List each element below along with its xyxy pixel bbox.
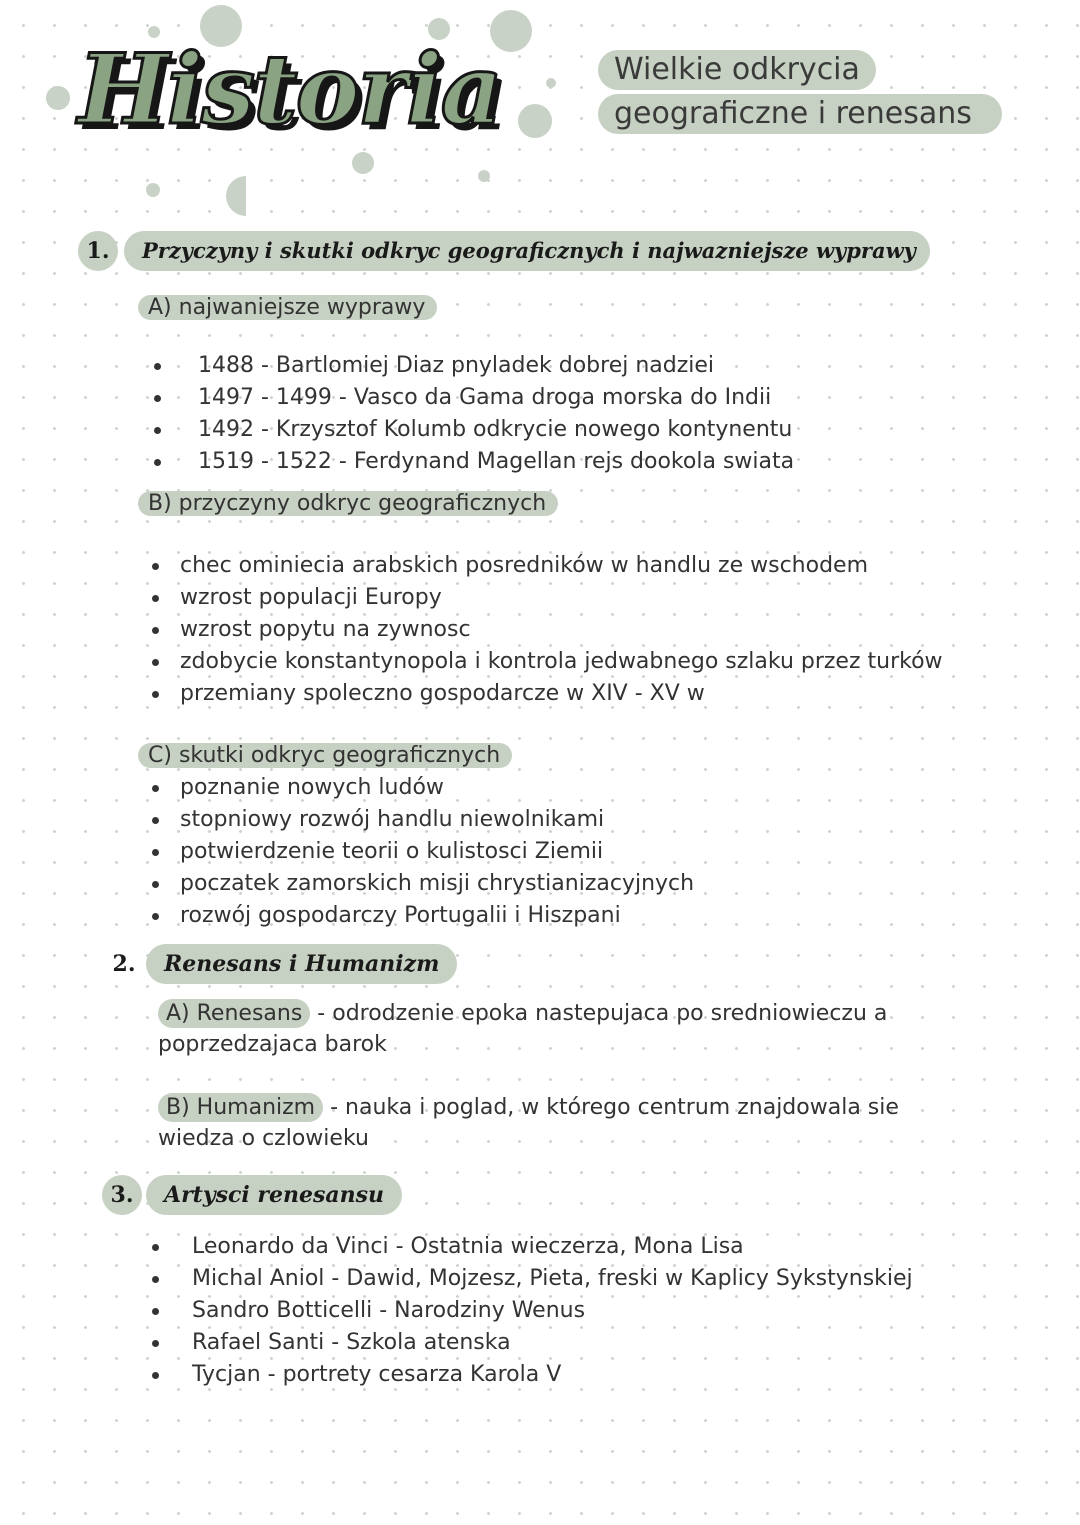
bullet-icon bbox=[152, 849, 159, 856]
section-1c-list bbox=[150, 772, 694, 932]
list-item: Sandro Botticelli - Narodziny Wenus bbox=[150, 1295, 913, 1327]
section-2b-text: B) Humanizm - nauka i poglad, w którego centrum znajdowala sie wiedza o czlowieku bbox=[158, 1095, 899, 1151]
list-item: przemiany spoleczno gospodarcze w XIV - XV w bbox=[150, 678, 943, 710]
list-item: wzrost popytu na zywnosc bbox=[150, 614, 943, 646]
section-2a-label: A) Renesans bbox=[158, 999, 310, 1028]
section-1a-heading bbox=[138, 292, 437, 324]
list-item: wzrost populacji Europy bbox=[150, 582, 943, 614]
bullet-icon bbox=[154, 363, 161, 370]
section-2-title: Renesans i Humanizm bbox=[146, 944, 457, 984]
decor-dot bbox=[46, 86, 70, 110]
list-item: Tycjan - portrety cesarza Karola V bbox=[150, 1359, 913, 1391]
section-1b-heading bbox=[138, 488, 558, 520]
page-title-block bbox=[78, 30, 558, 170]
list-item: potwierdzenie teorii o kulistosci Ziemii bbox=[150, 836, 694, 868]
list-item: Michal Aniol - Dawid, Mojzesz, Pieta, freski w Kaplicy Sykstynskiej bbox=[150, 1263, 913, 1295]
page-title: Historia bbox=[78, 33, 501, 146]
section-1a-label: A) najwaniejsze wyprawy bbox=[138, 295, 437, 320]
bullet-icon bbox=[152, 1276, 159, 1283]
decor-dot bbox=[226, 176, 266, 216]
list-item: poznanie nowych ludów bbox=[150, 772, 694, 804]
section-1c-heading bbox=[138, 740, 512, 772]
list-item: chec ominiecia arabskich posredników w handlu ze wschodem bbox=[150, 550, 943, 582]
subtitle-line-1: Wielkie odkrycia bbox=[598, 50, 876, 90]
bullet-icon bbox=[154, 427, 161, 434]
section-1-number: 1. bbox=[78, 231, 118, 271]
list-item: poczatek zamorskich misji chrystianizacyjnych bbox=[150, 868, 694, 900]
bullet-icon bbox=[152, 563, 159, 570]
list-item: rozwój gospodarczy Portugalii i Hiszpani bbox=[150, 900, 694, 932]
bullet-icon bbox=[152, 1308, 159, 1315]
bullet-icon bbox=[152, 1340, 159, 1347]
section-2-number: 2. bbox=[112, 951, 136, 977]
section-1b-label: B) przyczyny odkryc geograficznych bbox=[138, 491, 558, 516]
list-item: 1488 - Bartlomiej Diaz pnyladek dobrej nadziei bbox=[150, 350, 794, 382]
list-item: Rafael Santi - Szkola atenska bbox=[150, 1327, 913, 1359]
section-1b-list bbox=[150, 550, 943, 710]
list-item: zdobycie konstantynopola i kontrola jedwabnego szlaku przez turków bbox=[150, 646, 943, 678]
bullet-icon bbox=[152, 1244, 159, 1251]
list-item: 1497 - 1499 - Vasco da Gama droga morska do Indii bbox=[150, 382, 794, 414]
bullet-icon bbox=[154, 395, 161, 402]
bullet-icon bbox=[152, 595, 159, 602]
bullet-icon bbox=[152, 913, 159, 920]
bullet-icon bbox=[152, 627, 159, 634]
bullet-icon bbox=[152, 817, 159, 824]
section-1c-label: C) skutki odkryc geograficznych bbox=[138, 743, 512, 768]
bullet-icon bbox=[152, 659, 159, 666]
section-1-title: Przyczyny i skutki odkryc geograficznych i najwazniejsze wyprawy bbox=[124, 231, 930, 271]
decor-dot bbox=[146, 183, 160, 197]
bullet-icon bbox=[152, 785, 159, 792]
decor-dot bbox=[478, 170, 490, 182]
bullet-icon bbox=[152, 691, 159, 698]
section-2a-text: A) Renesans - odrodzenie epoka nastepujaca po sredniowieczu a poprzedzajaca barok bbox=[158, 1001, 888, 1057]
section-2b-label: B) Humanizm bbox=[158, 1093, 323, 1122]
list-item: 1492 - Krzysztof Kolumb odkrycie nowego kontynentu bbox=[150, 414, 794, 446]
bullet-icon bbox=[152, 1372, 159, 1379]
list-item: stopniowy rozwój handlu niewolnikami bbox=[150, 804, 694, 836]
section-3-list bbox=[150, 1231, 913, 1391]
section-3-number: 3. bbox=[102, 1175, 142, 1215]
bullet-icon bbox=[152, 881, 159, 888]
list-item: Leonardo da Vinci - Ostatnia wieczerza, Mona Lisa bbox=[150, 1231, 913, 1263]
section-3-title: Artysci renesansu bbox=[146, 1175, 402, 1215]
bullet-icon bbox=[154, 459, 161, 466]
section-1a-list bbox=[150, 350, 794, 478]
subtitle-line-2: geograficzne i renesans bbox=[598, 94, 1002, 134]
list-item: 1519 - 1522 - Ferdynand Magellan rejs dookola swiata bbox=[150, 446, 794, 478]
